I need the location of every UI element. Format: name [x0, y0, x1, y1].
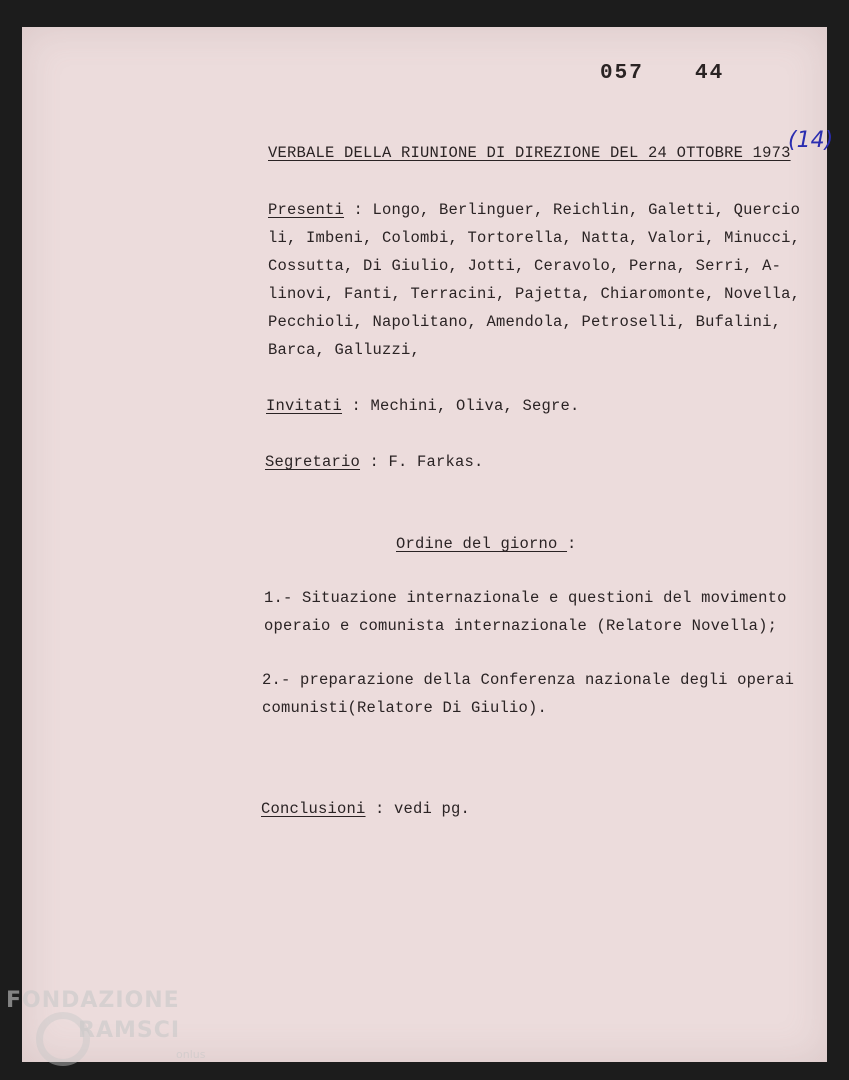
presenti-line-5: Pecchioli, Napolitano, Amendola, Petroselli, Bufalini, [268, 313, 782, 331]
invitati-line [266, 397, 580, 415]
stamp-number-left: 057 [600, 62, 644, 85]
logo-line-2: RAMSCI [78, 1018, 181, 1043]
presenti-line-6: Barca, Galluzzi, [268, 341, 421, 359]
invitati-text: : Mechini, Oliva, Segre. [342, 397, 580, 415]
logo-line-1: FONDAZIONE [6, 988, 180, 1013]
logo-line-3: onlus [176, 1048, 206, 1061]
agenda-item-1-line-2: operaio e comunista internazionale (Relatore Novella); [264, 617, 778, 635]
presenti-line-4: linovi, Fanti, Terracini, Pajetta, Chiaromonte, Novella, [268, 285, 801, 303]
ordine-label: Ordine del giorno [396, 535, 568, 553]
invitati-label: Invitati [266, 397, 343, 415]
presenti-line-1 [268, 201, 800, 219]
ordine-suffix: : [567, 535, 577, 553]
presenti-line-2: li, Imbeni, Colombi, Tortorella, Natta, Valori, Minucci, [268, 229, 801, 247]
conclusioni-text: : vedi pg. [365, 800, 471, 818]
agenda-item-2-line-1: 2.- preparazione della Conferenza nazionale degli operai [262, 671, 795, 689]
segretario-text: : F. Farkas. [360, 453, 484, 471]
segretario-label: Segretario [265, 453, 361, 471]
presenti-label: Presenti [268, 201, 345, 219]
conclusioni-label: Conclusioni [261, 800, 366, 818]
fondazione-gramsci-logo [6, 988, 216, 1078]
presenti-text: : Longo, Berlinguer, Reichlin, Galetti, Quercio [344, 201, 801, 219]
stamp-number-right: 44 [695, 62, 725, 85]
agenda-item-1-line-1: 1.- Situazione internazionale e questioni del movimento [264, 589, 787, 607]
ordine-heading [396, 535, 577, 553]
presenti-line-3: Cossutta, Di Giulio, Jotti, Ceravolo, Perna, Serri, A- [268, 257, 782, 275]
agenda-item-2-line-2: comunisti(Relatore Di Giulio). [262, 699, 548, 717]
document-title: VERBALE DELLA RIUNIONE DI DIREZIONE DEL 24 OTTOBRE 1973 [268, 144, 791, 162]
conclusioni-line [261, 800, 470, 818]
segretario-line [265, 453, 484, 471]
handwritten-annotation: (14) [788, 128, 834, 153]
